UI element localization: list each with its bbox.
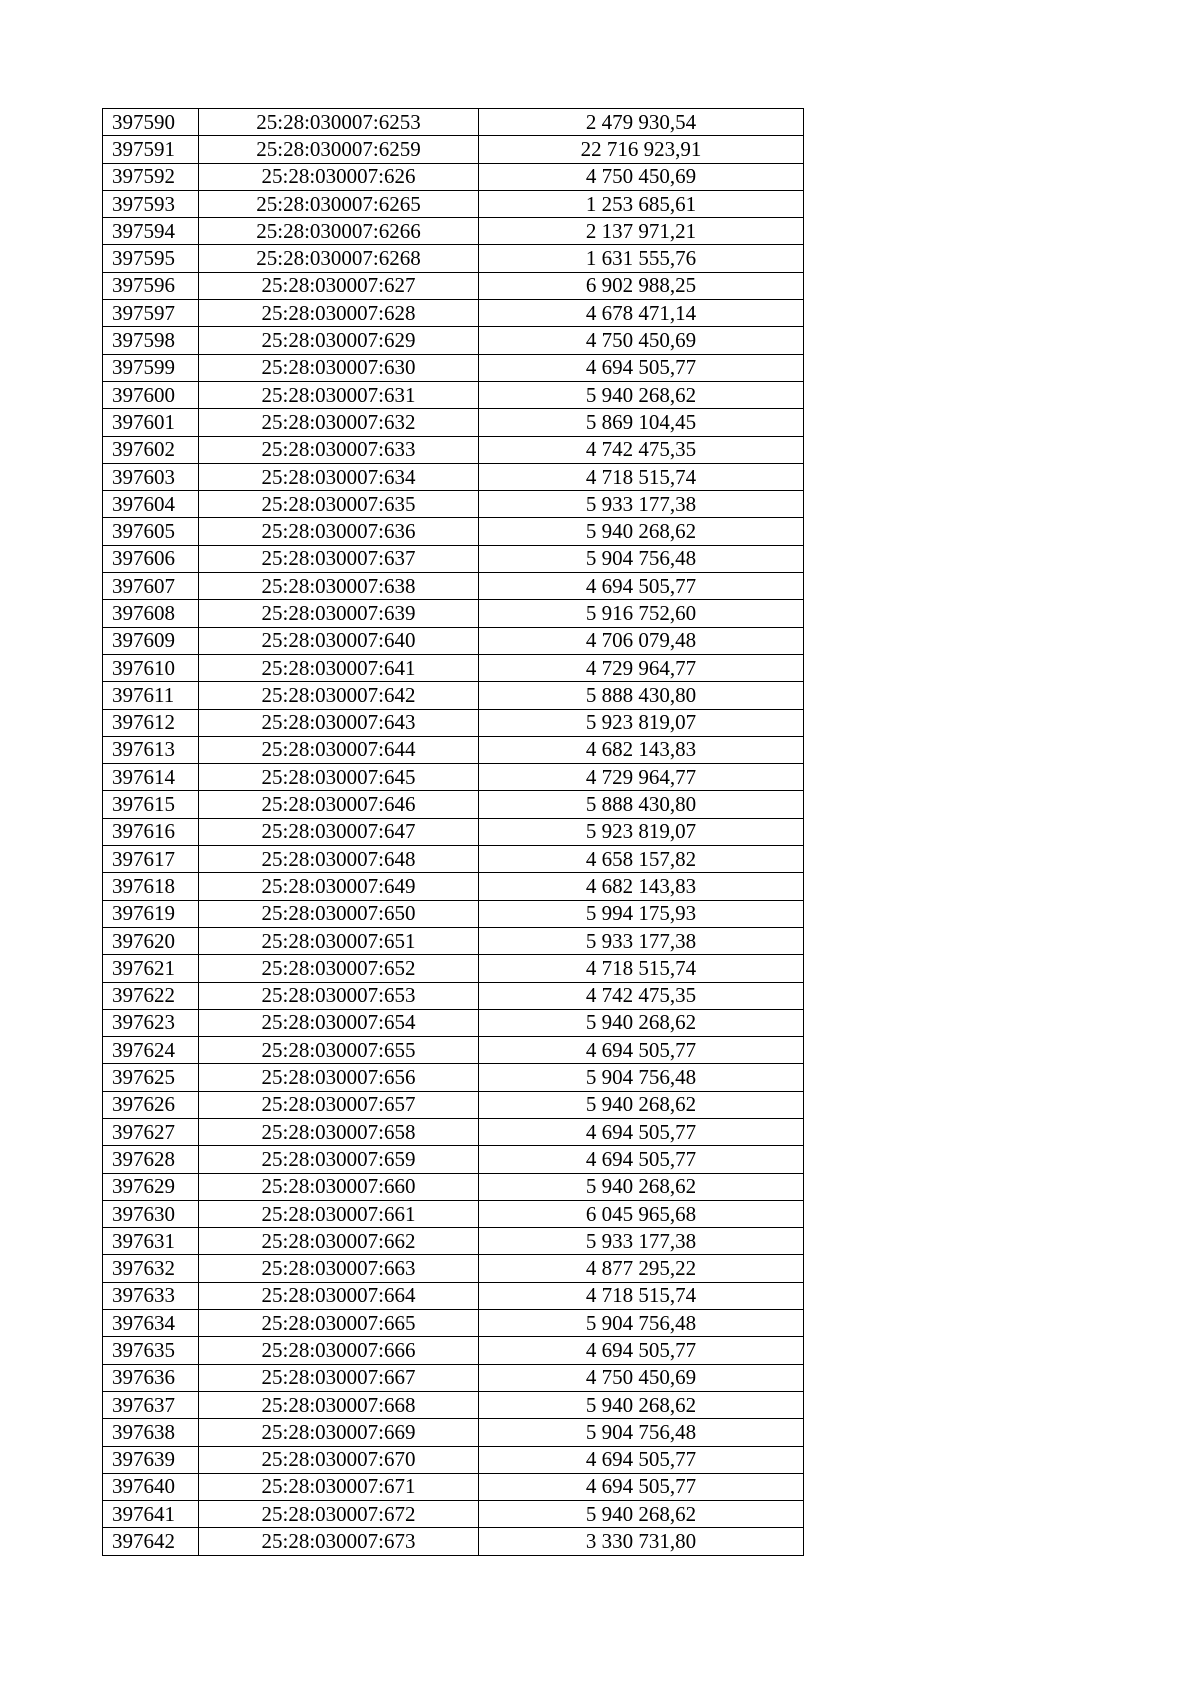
cadastral-number-cell: 25:28:030007:645 <box>199 764 479 791</box>
table-row <box>103 136 804 163</box>
record-number-cell: 397601 <box>103 409 199 436</box>
cadastral-value-cell: 2 479 930,54 <box>479 109 804 136</box>
record-number-cell: 397639 <box>103 1446 199 1473</box>
cadastral-value-cell: 4 694 505,77 <box>479 1473 804 1500</box>
table-row <box>103 1200 804 1227</box>
cadastral-number-cell: 25:28:030007:647 <box>199 818 479 845</box>
cadastral-value-cell: 4 694 505,77 <box>479 573 804 600</box>
table-row <box>103 1310 804 1337</box>
record-number-cell: 397603 <box>103 463 199 490</box>
cadastral-value-cell: 4 682 143,83 <box>479 873 804 900</box>
cadastral-value-cell: 4 750 450,69 <box>479 163 804 190</box>
cadastral-value-cell: 6 902 988,25 <box>479 272 804 299</box>
cadastral-number-cell: 25:28:030007:657 <box>199 1091 479 1118</box>
cadastral-value-cell: 4 694 505,77 <box>479 1146 804 1173</box>
cadastral-number-cell: 25:28:030007:651 <box>199 927 479 954</box>
cadastral-value-cell: 5 923 819,07 <box>479 709 804 736</box>
record-number-cell: 397599 <box>103 354 199 381</box>
table-row <box>103 627 804 654</box>
cadastral-value-cell: 5 904 756,48 <box>479 545 804 572</box>
record-number-cell: 397620 <box>103 927 199 954</box>
record-number-cell: 397604 <box>103 491 199 518</box>
table-row <box>103 1419 804 1446</box>
cadastral-number-cell: 25:28:030007:633 <box>199 436 479 463</box>
cadastral-number-cell: 25:28:030007:667 <box>199 1364 479 1391</box>
record-number-cell: 397591 <box>103 136 199 163</box>
cadastral-value-cell: 5 888 430,80 <box>479 791 804 818</box>
table-row <box>103 709 804 736</box>
record-number-cell: 397622 <box>103 982 199 1009</box>
record-number-cell: 397595 <box>103 245 199 272</box>
table-row <box>103 955 804 982</box>
table-row <box>103 927 804 954</box>
cadastral-number-cell: 25:28:030007:644 <box>199 736 479 763</box>
cadastral-value-cell: 4 694 505,77 <box>479 1337 804 1364</box>
cadastral-number-cell: 25:28:030007:672 <box>199 1501 479 1528</box>
cadastral-value-cell: 5 940 268,62 <box>479 1173 804 1200</box>
record-number-cell: 397593 <box>103 190 199 217</box>
cadastral-number-cell: 25:28:030007:629 <box>199 327 479 354</box>
cadastral-number-cell: 25:28:030007:6259 <box>199 136 479 163</box>
cadastral-value-cell: 4 718 515,74 <box>479 463 804 490</box>
record-number-cell: 397612 <box>103 709 199 736</box>
cadastral-value-cell: 4 729 964,77 <box>479 654 804 681</box>
record-number-cell: 397624 <box>103 1037 199 1064</box>
cadastral-value-cell: 4 750 450,69 <box>479 1364 804 1391</box>
cadastral-number-cell: 25:28:030007:635 <box>199 491 479 518</box>
cadastral-value-cell: 4 694 505,77 <box>479 1037 804 1064</box>
record-number-cell: 397617 <box>103 846 199 873</box>
table-row <box>103 1146 804 1173</box>
cadastral-number-cell: 25:28:030007:631 <box>199 381 479 408</box>
record-number-cell: 397623 <box>103 1009 199 1036</box>
record-number-cell: 397608 <box>103 600 199 627</box>
table-row <box>103 1501 804 1528</box>
cadastral-value-cell: 4 729 964,77 <box>479 764 804 791</box>
cadastral-value-cell: 4 750 450,69 <box>479 327 804 354</box>
cadastral-number-cell: 25:28:030007:627 <box>199 272 479 299</box>
record-number-cell: 397621 <box>103 955 199 982</box>
cadastral-value-cell: 5 888 430,80 <box>479 682 804 709</box>
record-number-cell: 397642 <box>103 1528 199 1555</box>
cadastral-value-cell: 1 253 685,61 <box>479 190 804 217</box>
cadastral-value-cell: 4 682 143,83 <box>479 736 804 763</box>
cadastral-value-cell: 5 904 756,48 <box>479 1064 804 1091</box>
table-row <box>103 1337 804 1364</box>
record-number-cell: 397602 <box>103 436 199 463</box>
cadastral-number-cell: 25:28:030007:661 <box>199 1200 479 1227</box>
cadastral-value-cell: 4 694 505,77 <box>479 354 804 381</box>
cadastral-number-cell: 25:28:030007:646 <box>199 791 479 818</box>
table-row <box>103 491 804 518</box>
table-row <box>103 245 804 272</box>
cadastral-value-cell: 5 940 268,62 <box>479 381 804 408</box>
cadastral-number-cell: 25:28:030007:630 <box>199 354 479 381</box>
cadastral-value-cell: 6 045 965,68 <box>479 1200 804 1227</box>
cadastral-value-cell: 5 940 268,62 <box>479 1501 804 1528</box>
cadastral-value-cell: 4 742 475,35 <box>479 982 804 1009</box>
table-body <box>103 109 804 1556</box>
cadastral-number-cell: 25:28:030007:632 <box>199 409 479 436</box>
table-row <box>103 1255 804 1282</box>
table-row <box>103 873 804 900</box>
cadastral-value-cell: 4 678 471,14 <box>479 300 804 327</box>
cadastral-number-cell: 25:28:030007:643 <box>199 709 479 736</box>
table-row <box>103 1228 804 1255</box>
cadastral-number-cell: 25:28:030007:628 <box>199 300 479 327</box>
cadastral-number-cell: 25:28:030007:664 <box>199 1282 479 1309</box>
cadastral-number-cell: 25:28:030007:634 <box>199 463 479 490</box>
cadastral-value-cell: 5 940 268,62 <box>479 1391 804 1418</box>
record-number-cell: 397638 <box>103 1419 199 1446</box>
table-row <box>103 463 804 490</box>
cadastral-number-cell: 25:28:030007:6266 <box>199 218 479 245</box>
table-row <box>103 1391 804 1418</box>
cadastral-number-cell: 25:28:030007:665 <box>199 1310 479 1337</box>
cadastral-number-cell: 25:28:030007:6265 <box>199 190 479 217</box>
cadastral-value-cell: 5 940 268,62 <box>479 518 804 545</box>
cadastral-value-cell: 4 877 295,22 <box>479 1255 804 1282</box>
cadastral-value-cell: 4 718 515,74 <box>479 1282 804 1309</box>
record-number-cell: 397627 <box>103 1118 199 1145</box>
cadastral-number-cell: 25:28:030007:659 <box>199 1146 479 1173</box>
table-row <box>103 900 804 927</box>
record-number-cell: 397635 <box>103 1337 199 1364</box>
record-number-cell: 397619 <box>103 900 199 927</box>
cadastral-number-cell: 25:28:030007:655 <box>199 1037 479 1064</box>
cadastral-number-cell: 25:28:030007:663 <box>199 1255 479 1282</box>
table-row <box>103 1473 804 1500</box>
cadastral-value-cell: 4 706 079,48 <box>479 627 804 654</box>
cadastral-number-cell: 25:28:030007:670 <box>199 1446 479 1473</box>
cadastral-value-cell: 5 933 177,38 <box>479 491 804 518</box>
cadastral-number-cell: 25:28:030007:671 <box>199 1473 479 1500</box>
table-row <box>103 272 804 299</box>
table-row <box>103 381 804 408</box>
cadastral-number-cell: 25:28:030007:654 <box>199 1009 479 1036</box>
record-number-cell: 397625 <box>103 1064 199 1091</box>
cadastral-value-cell: 5 916 752,60 <box>479 600 804 627</box>
table-row <box>103 1364 804 1391</box>
table-row <box>103 1173 804 1200</box>
cadastral-value-cell: 4 694 505,77 <box>479 1446 804 1473</box>
cadastral-number-cell: 25:28:030007:6268 <box>199 245 479 272</box>
cadastral-number-cell: 25:28:030007:6253 <box>199 109 479 136</box>
cadastral-number-cell: 25:28:030007:650 <box>199 900 479 927</box>
table-row <box>103 818 804 845</box>
cadastral-value-cell: 5 923 819,07 <box>479 818 804 845</box>
table-row <box>103 545 804 572</box>
table-row <box>103 436 804 463</box>
table-row <box>103 354 804 381</box>
record-number-cell: 397596 <box>103 272 199 299</box>
table-row <box>103 163 804 190</box>
cadastral-number-cell: 25:28:030007:649 <box>199 873 479 900</box>
cadastral-value-cell: 5 994 175,93 <box>479 900 804 927</box>
cadastral-value-cell: 5 904 756,48 <box>479 1310 804 1337</box>
table-row <box>103 518 804 545</box>
cadastral-value-cell: 1 631 555,76 <box>479 245 804 272</box>
table-row <box>103 327 804 354</box>
table-row <box>103 300 804 327</box>
record-number-cell: 397616 <box>103 818 199 845</box>
record-number-cell: 397626 <box>103 1091 199 1118</box>
cadastral-number-cell: 25:28:030007:653 <box>199 982 479 1009</box>
record-number-cell: 397628 <box>103 1146 199 1173</box>
cadastral-value-cell: 22 716 923,91 <box>479 136 804 163</box>
record-number-cell: 397640 <box>103 1473 199 1500</box>
table-row <box>103 409 804 436</box>
table-row <box>103 573 804 600</box>
record-number-cell: 397641 <box>103 1501 199 1528</box>
record-number-cell: 397592 <box>103 163 199 190</box>
cadastral-number-cell: 25:28:030007:669 <box>199 1419 479 1446</box>
table-row <box>103 654 804 681</box>
cadastral-number-cell: 25:28:030007:673 <box>199 1528 479 1555</box>
cadastral-value-cell: 4 658 157,82 <box>479 846 804 873</box>
table-row <box>103 218 804 245</box>
table-row <box>103 1064 804 1091</box>
record-number-cell: 397614 <box>103 764 199 791</box>
record-number-cell: 397632 <box>103 1255 199 1282</box>
table-row <box>103 1091 804 1118</box>
record-number-cell: 397597 <box>103 300 199 327</box>
cadastral-number-cell: 25:28:030007:658 <box>199 1118 479 1145</box>
cadastral-value-cell: 4 742 475,35 <box>479 436 804 463</box>
record-number-cell: 397629 <box>103 1173 199 1200</box>
cadastral-number-cell: 25:28:030007:639 <box>199 600 479 627</box>
cadastral-number-cell: 25:28:030007:636 <box>199 518 479 545</box>
record-number-cell: 397590 <box>103 109 199 136</box>
table-row <box>103 1118 804 1145</box>
cadastral-value-cell: 4 694 505,77 <box>479 1118 804 1145</box>
cadastral-value-cell: 4 718 515,74 <box>479 955 804 982</box>
cadastral-number-cell: 25:28:030007:642 <box>199 682 479 709</box>
record-number-cell: 397606 <box>103 545 199 572</box>
table-row <box>103 1282 804 1309</box>
table-row <box>103 736 804 763</box>
cadastral-number-cell: 25:28:030007:648 <box>199 846 479 873</box>
table-row <box>103 791 804 818</box>
record-number-cell: 397637 <box>103 1391 199 1418</box>
record-number-cell: 397613 <box>103 736 199 763</box>
cadastral-number-cell: 25:28:030007:666 <box>199 1337 479 1364</box>
cadastral-value-cell: 5 940 268,62 <box>479 1009 804 1036</box>
cadastral-number-cell: 25:28:030007:638 <box>199 573 479 600</box>
table-row <box>103 1009 804 1036</box>
table-row <box>103 764 804 791</box>
record-number-cell: 397598 <box>103 327 199 354</box>
table-row <box>103 982 804 1009</box>
cadastral-number-cell: 25:28:030007:662 <box>199 1228 479 1255</box>
record-number-cell: 397605 <box>103 518 199 545</box>
cadastral-value-cell: 5 933 177,38 <box>479 927 804 954</box>
record-number-cell: 397634 <box>103 1310 199 1337</box>
table-row <box>103 1037 804 1064</box>
table-row <box>103 846 804 873</box>
cadastral-number-cell: 25:28:030007:656 <box>199 1064 479 1091</box>
cadastral-number-cell: 25:28:030007:641 <box>199 654 479 681</box>
cadastral-value-cell: 5 940 268,62 <box>479 1091 804 1118</box>
record-number-cell: 397610 <box>103 654 199 681</box>
record-number-cell: 397611 <box>103 682 199 709</box>
cadastral-number-cell: 25:28:030007:660 <box>199 1173 479 1200</box>
table-row <box>103 1446 804 1473</box>
record-number-cell: 397594 <box>103 218 199 245</box>
record-number-cell: 397630 <box>103 1200 199 1227</box>
record-number-cell: 397636 <box>103 1364 199 1391</box>
record-number-cell: 397609 <box>103 627 199 654</box>
cadastral-value-table <box>102 108 804 1556</box>
cadastral-number-cell: 25:28:030007:668 <box>199 1391 479 1418</box>
record-number-cell: 397618 <box>103 873 199 900</box>
cadastral-number-cell: 25:28:030007:652 <box>199 955 479 982</box>
record-number-cell: 397607 <box>103 573 199 600</box>
table-row <box>103 1528 804 1555</box>
cadastral-number-cell: 25:28:030007:626 <box>199 163 479 190</box>
cadastral-value-cell: 3 330 731,80 <box>479 1528 804 1555</box>
cadastral-value-cell: 5 933 177,38 <box>479 1228 804 1255</box>
cadastral-value-cell: 2 137 971,21 <box>479 218 804 245</box>
record-number-cell: 397631 <box>103 1228 199 1255</box>
cadastral-value-cell: 5 869 104,45 <box>479 409 804 436</box>
cadastral-value-cell: 5 904 756,48 <box>479 1419 804 1446</box>
table-row <box>103 190 804 217</box>
table-row <box>103 682 804 709</box>
table-row <box>103 600 804 627</box>
table-row <box>103 109 804 136</box>
record-number-cell: 397600 <box>103 381 199 408</box>
cadastral-number-cell: 25:28:030007:637 <box>199 545 479 572</box>
record-number-cell: 397633 <box>103 1282 199 1309</box>
cadastral-number-cell: 25:28:030007:640 <box>199 627 479 654</box>
record-number-cell: 397615 <box>103 791 199 818</box>
